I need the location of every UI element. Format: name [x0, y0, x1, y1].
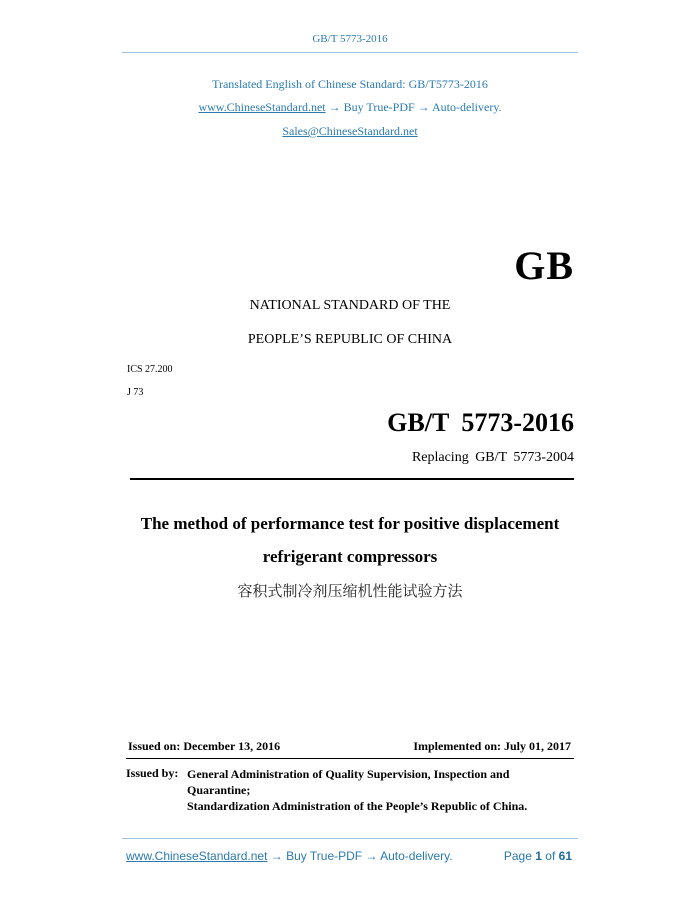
page-label: Page: [503, 849, 532, 863]
footer-site-link[interactable]: www.ChineseStandard.net: [126, 849, 268, 863]
purchase-text: → Buy True-PDF → Auto-delivery.: [328, 100, 502, 114]
standard-number: GB/T 5773-2016: [387, 408, 574, 437]
translation-notice: Translated English of Chinese Standard: GB/T5773-2016: [212, 77, 488, 91]
gb-logo: GB: [514, 243, 574, 288]
page-indicator: [504, 849, 572, 863]
page-total: 61: [558, 849, 572, 863]
translation-purchase-line: [0, 100, 700, 115]
j-code: J 73: [127, 387, 144, 398]
title-line-1: The method of performance test for positive displacement: [140, 514, 560, 533]
page-of: of: [545, 849, 556, 863]
header-standard-code: GB/T 5773-2016: [312, 33, 388, 45]
national-standard-line1: NATIONAL STANDARD OF THE: [249, 298, 451, 313]
header-divider: [122, 52, 578, 53]
issued-by-line: General Administration of Quality Supervision, Inspection and: [187, 767, 510, 781]
footer-divider: [122, 838, 578, 839]
footer-purchase-line: [126, 849, 453, 863]
issued-by-label: Issued by:: [126, 766, 179, 780]
title-divider: [130, 478, 574, 480]
title-chinese: 容积式制冷剂压缩机性能试验方法: [237, 582, 463, 600]
site-link[interactable]: www.ChineseStandard.net: [198, 100, 326, 114]
issued-by-authorities: [187, 766, 577, 814]
national-standard-line2: PEOPLE’S REPUBLIC OF CHINA: [247, 332, 453, 347]
footer-purchase-text: → Buy True-PDF → Auto-delivery.: [267, 849, 453, 863]
issued-by-line: Quarantine;: [187, 783, 251, 797]
translation-email-line: [0, 124, 700, 139]
issued-on-date: Issued on: December 13, 2016: [128, 739, 281, 753]
implemented-on-date: Implemented on: July 01, 2017: [413, 739, 571, 753]
email-link[interactable]: Sales@ChineseStandard.net: [282, 124, 418, 138]
issue-divider: [126, 758, 574, 759]
title-line-2: refrigerant compressors: [262, 547, 438, 566]
issued-by-line: Standardization Administration of the People’s Republic of China.: [187, 799, 528, 813]
ics-code: ICS 27.200: [127, 364, 173, 375]
page-current: 1: [535, 849, 542, 863]
replacing-note: Replacing GB/T 5773-2004: [411, 450, 574, 465]
